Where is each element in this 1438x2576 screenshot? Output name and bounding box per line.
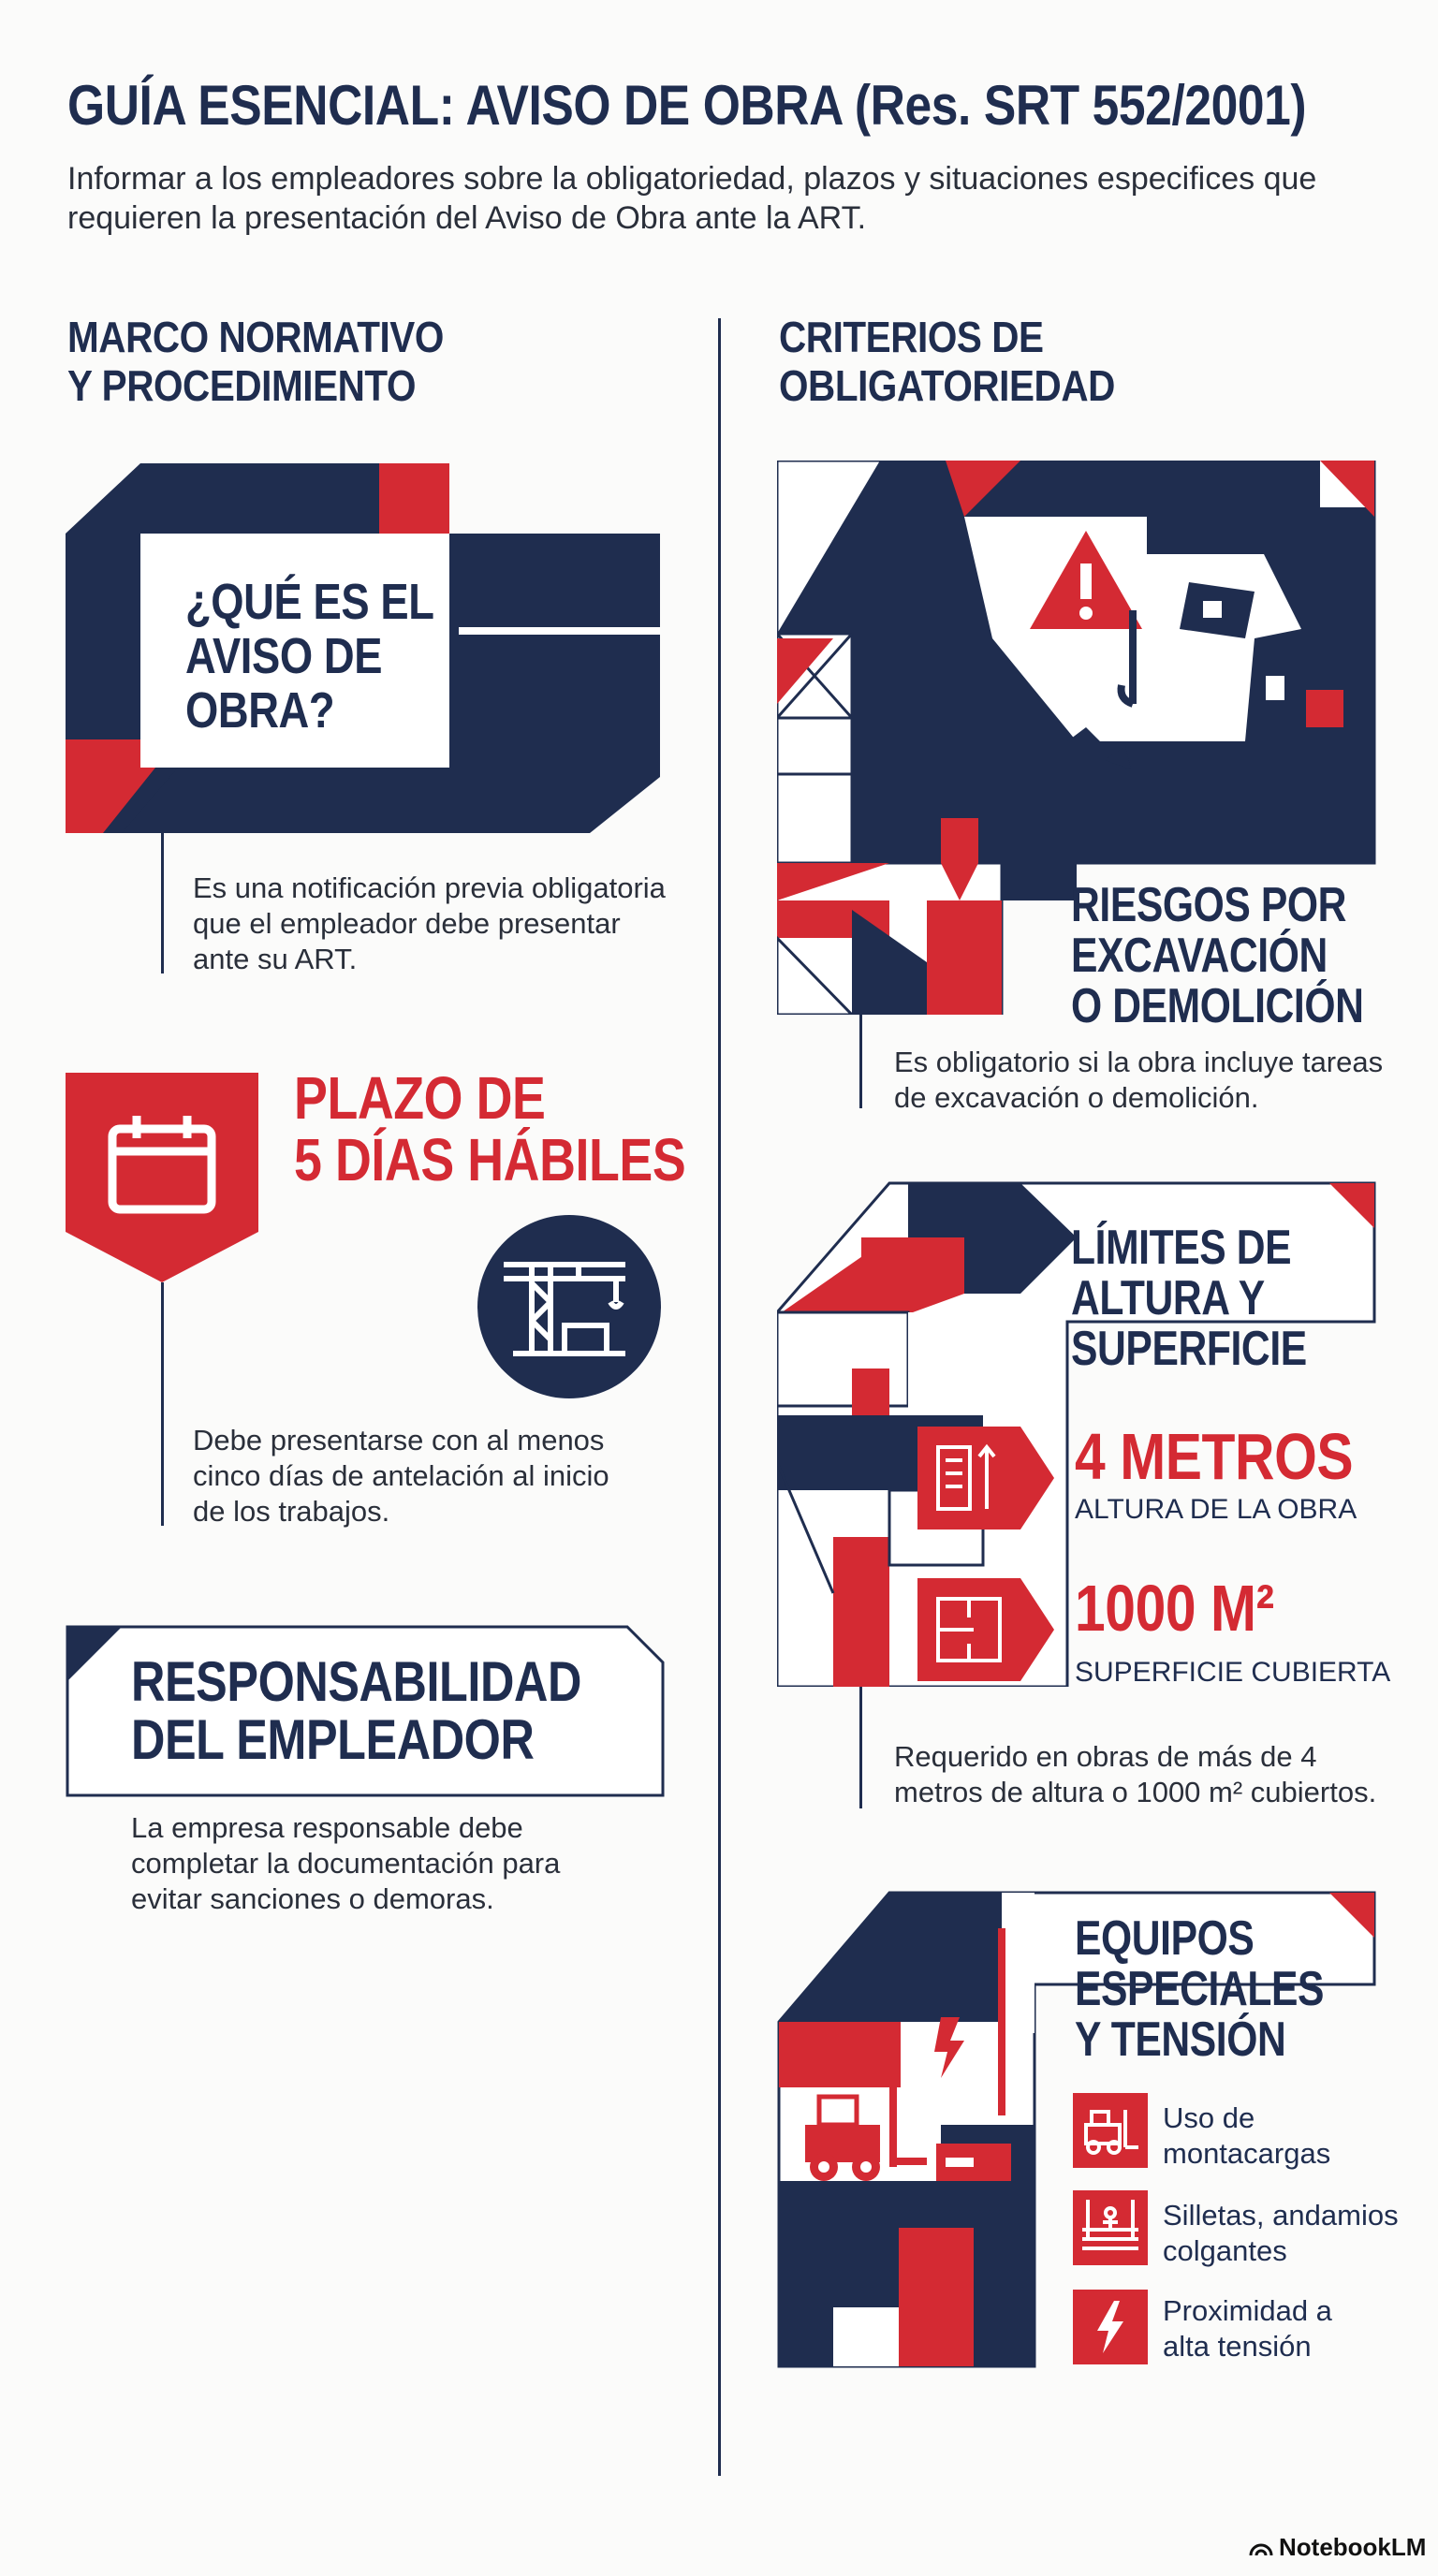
que-es-title-line3: OBRA?: [185, 682, 335, 739]
equipment-list-item: [1073, 2093, 1148, 2173]
left-heading-line2: Y PROCEDIMIENTO: [67, 361, 417, 410]
plazo-text: [193, 1423, 609, 1530]
right-heading-line2: OBLIGATORIEDAD: [779, 361, 1115, 410]
right-heading-line1: CRITERIOS DE: [779, 313, 1044, 361]
riesgos-connector: [859, 1015, 862, 1108]
plazo-connector: [161, 1282, 164, 1526]
limites-title-line3: SUPERFICIE: [1071, 1322, 1307, 1376]
riesgos-text: [894, 1045, 1383, 1116]
page-subtitle-line2: requieren la presentación del Aviso de Obra ante la ART.: [67, 200, 867, 236]
riesgos-title: [1071, 880, 1364, 1032]
responsabilidad-text-line2: completar la documentación para: [131, 1847, 561, 1880]
riesgos-title-line1: RIESGOS POR: [1071, 878, 1347, 932]
limites-title-line1: LÍMITES DE: [1071, 1221, 1292, 1275]
que-es-text-line3: ante su ART.: [193, 943, 358, 975]
equipment-item-text: [1163, 2198, 1399, 2269]
riesgos-text-line1: Es obligatorio si la obra incluye tareas: [894, 1046, 1384, 1078]
que-es-text-line1: Es una notificación previa obligatoria: [193, 871, 666, 904]
riesgos-text-line2: de excavación o demolición.: [894, 1081, 1259, 1114]
equipment-item-3-line2: alta tensión: [1163, 2330, 1312, 2363]
page-title: GUÍA ESENCIAL: AVISO DE OBRA (Res. SRT 552/2001): [67, 74, 1307, 137]
equipment-item-1-line1: Uso de: [1163, 2101, 1255, 2134]
page-subtitle-line1: Informar a los empleadores sobre la obligatoriedad, plazos y situaciones especifices que: [67, 161, 1317, 197]
right-section-heading: [779, 313, 1115, 410]
responsabilidad-text-line1: La empresa responsable debe: [131, 1811, 523, 1844]
equipos-title: [1075, 1913, 1324, 2065]
equipment-item-text: [1163, 2100, 1330, 2172]
left-heading-line1: MARCO NORMATIVO: [67, 313, 444, 361]
column-divider: [718, 318, 721, 2476]
brand-name: NotebookLM: [1279, 2533, 1427, 2561]
equipos-title-line2: ESPECIALES: [1075, 1962, 1325, 2016]
suspended-scaffold-icon: [1073, 2190, 1148, 2265]
responsabilidad-title-line1: RESPONSABILIDAD: [131, 1650, 581, 1713]
riesgos-title-line2: EXCAVACIÓN: [1071, 929, 1328, 983]
lightning-icon: [1073, 2290, 1148, 2364]
responsabilidad-text: [131, 1810, 560, 1917]
equipment-item-1-line2: montacargas: [1163, 2137, 1331, 2170]
left-section-heading: [67, 313, 444, 410]
limites-title-line2: ALTURA Y: [1071, 1271, 1265, 1325]
notebooklm-logo-icon: [1249, 2539, 1273, 2557]
limites-connector: [859, 1687, 862, 1808]
responsabilidad-title-line2: DEL EMPLEADOR: [131, 1708, 535, 1771]
plazo-title-line2: 5 DÍAS HÁBILES: [294, 1126, 686, 1193]
equipment-list-item: [1073, 2190, 1148, 2270]
que-es-title-line2: AVISO DE: [185, 628, 383, 684]
plazo-text-line2: cinco días de antelación al inicio: [193, 1459, 609, 1492]
equipment-item-text: [1163, 2293, 1332, 2364]
floor-area-badge: [917, 1578, 1054, 1681]
metric-area-value: 1000 M²: [1075, 1572, 1274, 1645]
equipos-title-line3: Y TENSIÓN: [1075, 2012, 1286, 2067]
plazo-title-line1: PLAZO DE: [294, 1064, 546, 1132]
que-es-text-line2: que el empleador debe presentar: [193, 907, 621, 940]
que-es-text: [193, 871, 666, 977]
crane-badge: [476, 1213, 663, 1400]
equipment-list-item: [1073, 2290, 1148, 2369]
limites-text-line1: Requerido en obras de más de 4: [894, 1740, 1317, 1773]
responsabilidad-title: [131, 1650, 581, 1771]
equipment-item-3-line1: Proximidad a: [1163, 2294, 1332, 2327]
responsabilidad-text-line3: evitar sanciones o demoras.: [131, 1882, 494, 1915]
que-es-title-line1: ¿QUÉ ES EL: [185, 574, 434, 630]
que-es-connector: [161, 833, 164, 973]
plazo-text-line3: de los trabajos.: [193, 1495, 390, 1528]
forklift-icon: [1073, 2093, 1148, 2168]
equipos-title-line1: EQUIPOS: [1075, 1911, 1255, 1966]
brand-logo: [1249, 2533, 1426, 2562]
limites-title: [1071, 1222, 1307, 1374]
metric-height-value: 4 METROS: [1075, 1420, 1354, 1493]
limites-text: [894, 1739, 1376, 1810]
equipment-item-2-line1: Silletas, andamios: [1163, 2199, 1399, 2232]
limites-text-line2: metros de altura o 1000 m² cubiertos.: [894, 1776, 1377, 1808]
building-height-badge: [917, 1427, 1054, 1530]
riesgos-title-line3: O DEMOLICIÓN: [1071, 979, 1364, 1033]
que-es-title: [185, 575, 433, 738]
metric-area-label: SUPERFICIE CUBIERTA: [1075, 1657, 1391, 1688]
calendar-badge: [66, 1073, 258, 1282]
plazo-title: [294, 1064, 686, 1193]
metric-height-label: ALTURA DE LA OBRA: [1075, 1494, 1357, 1525]
plazo-text-line1: Debe presentarse con al menos: [193, 1424, 605, 1456]
equipment-item-2-line2: colgantes: [1163, 2234, 1287, 2267]
